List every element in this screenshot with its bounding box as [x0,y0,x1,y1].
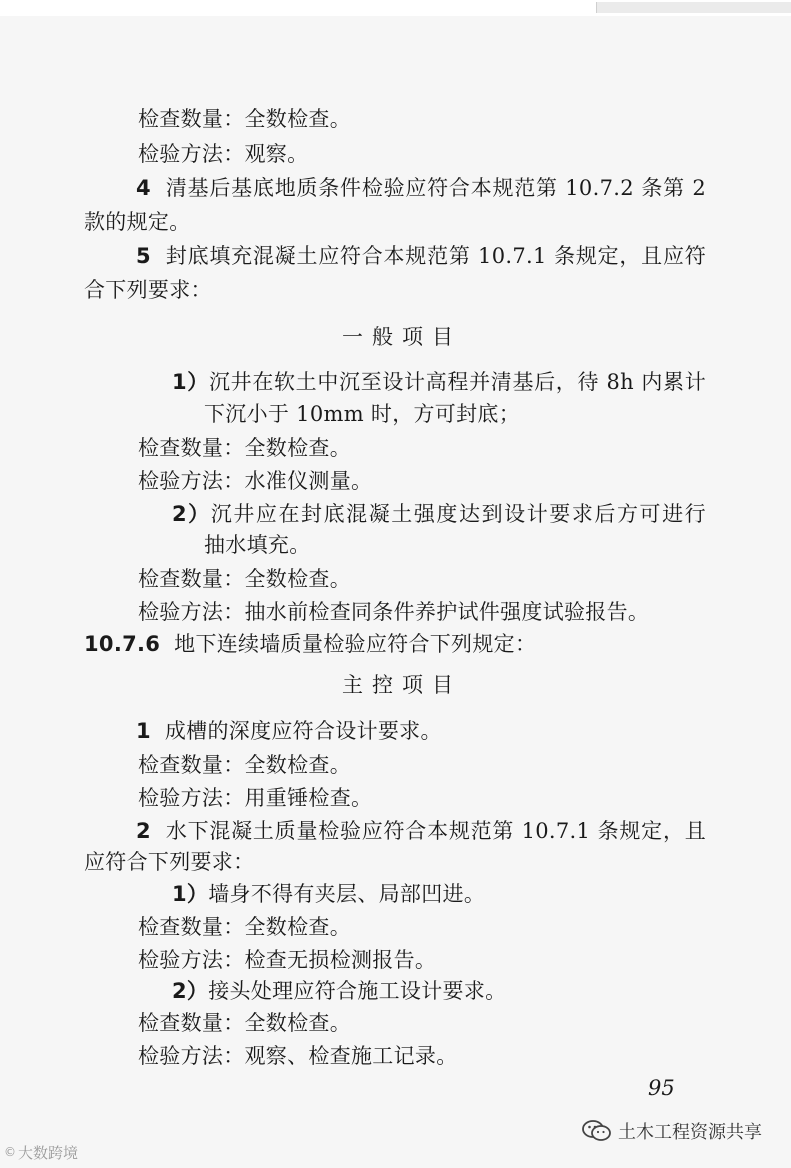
item-number: 1 [136,719,151,743]
text-line: 检验方法：抽水前检查同条件养护试件强度试验报告。 [138,600,650,624]
section-heading: 一般项目 [342,325,462,349]
text-line [136,716,442,746]
item-text: 成槽的深度应符合设计要求。 [164,719,442,743]
text-line: 下沉小于 10mm 时，方可封底； [204,402,520,426]
watermark-right [582,1118,762,1144]
sub-item-number: 1） [172,882,209,906]
item-text: 封底填充混凝土应符合本规范第 10.7.1 条规定，且应符 [165,244,707,268]
text-line: 检查数量：全数检查。 [138,753,351,777]
item-text: 水下混凝土质量检验应符合本规范第 10.7.1 条规定，且 [165,819,707,843]
wechat-icon [582,1119,612,1143]
text-line: 检查数量：全数检查。 [138,107,351,131]
text-line: 款的规定。 [84,210,191,234]
watermark-right-text: 土木工程资源共享 [618,1122,762,1143]
item-number: 5 [136,244,151,268]
section-heading: 主控项目 [342,673,462,697]
text-line: 检验方法：观察、检查施工记录。 [138,1044,458,1068]
text-line [172,499,706,529]
sub-item-text: 墙身不得有夹层、局部凹进。 [208,882,486,906]
clause-number: 10.7.6 [84,632,161,656]
text-line [172,976,506,1006]
item-number: 4 [136,176,151,200]
watermark-prefix: © [4,1145,16,1159]
text-line: 抽水填充。 [204,533,311,557]
sub-item-number: 2） [172,502,211,526]
watermark-left [4,1140,78,1164]
text-line [172,367,706,397]
item-number: 2 [136,819,151,843]
text-line [136,816,706,846]
text-line: 检查数量：全数检查。 [138,1011,351,1035]
text-line: 检查数量：全数检查。 [138,567,351,591]
sub-item-text: 沉井在软土中沉至设计高程并清基后，待 8h 内累计 [208,370,706,394]
text-line: 检查数量：全数检查。 [138,915,351,939]
text-line: 检验方法：用重锤检查。 [138,786,373,810]
text-line: 检验方法：观察。 [138,142,309,166]
text-line: 检验方法：水准仪测量。 [138,469,373,493]
page-number: 95 [648,1076,675,1100]
text-line [136,241,706,271]
item-text: 清基后基底地质条件检验应符合本规范第 10.7.2 条第 2 [165,176,706,200]
sub-item-number: 1） [172,370,209,394]
watermark-left-text: 大数跨境 [18,1143,79,1162]
clause-text: 地下连续墙质量检验应符合下列规定： [174,632,537,656]
text-line: 检查数量：全数检查。 [138,436,351,460]
sub-item-text: 接头处理应符合施工设计要求。 [208,979,507,1003]
text-line: 检验方法：检查无损检测报告。 [138,948,437,972]
sub-item-text: 沉井应在封底混凝土强度达到设计要求后方可进行 [210,502,706,526]
text-line: 合下列要求： [84,278,212,302]
sub-item-number: 2） [172,979,209,1003]
text-line [172,879,485,909]
clause-line [84,629,536,659]
text-line: 应符合下列要求： [84,850,255,874]
text-line [136,173,706,203]
